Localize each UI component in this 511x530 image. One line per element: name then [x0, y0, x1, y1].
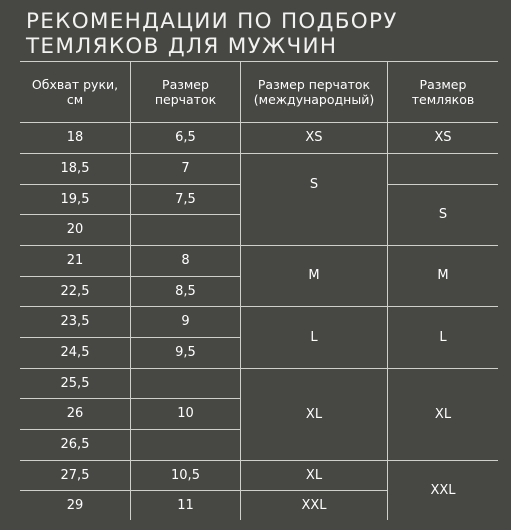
title-line-1: РЕКОМЕНДАЦИИ ПО ПОДБОРУ: [26, 9, 398, 34]
glove-size-cell: 7: [181, 161, 190, 176]
hand-girth-cell: 29: [66, 498, 84, 513]
hand-girth-cell: 23,5: [60, 314, 90, 329]
glove-intl-cell: XXL: [301, 498, 327, 513]
header-lanyard-size: Размер темляков: [411, 77, 475, 107]
header-hand-girth: Обхват руки, см: [31, 77, 119, 107]
glove-size-cell: 7,5: [175, 191, 196, 207]
hand-girth-cell: 22,5: [60, 283, 90, 299]
glove-size-cell: [131, 369, 240, 398]
title-line-2: ТЕМЛЯКОВ ДЛЯ МУЖЧИН: [26, 34, 338, 59]
glove-size-cell: [131, 215, 240, 245]
header-glove-size: Размер перчаток: [154, 77, 217, 107]
glove-intl-cell: S: [309, 176, 319, 192]
glove-size-cell: 8,5: [175, 283, 196, 299]
hand-girth-cell: 24,5: [60, 345, 90, 360]
hand-girth-cell: 21: [66, 253, 84, 268]
hand-girth-cell: 18: [66, 130, 84, 145]
hand-girth-cell: 19,5: [60, 191, 90, 207]
glove-size-cell: 10: [177, 406, 194, 421]
lanyard-size-cell: XS: [434, 130, 452, 145]
hand-girth-cell: 18,5: [60, 161, 90, 176]
glove-intl-cell: M: [308, 268, 320, 283]
lanyard-size-cell: M: [437, 268, 449, 283]
lanyard-size-cell: S: [438, 207, 448, 222]
lanyard-size-cell: XXL: [430, 483, 456, 498]
lanyard-size-cell: XL: [434, 406, 452, 422]
glove-size-cell: 6,5: [175, 130, 196, 145]
glove-intl-cell: XL: [305, 406, 323, 422]
glove-intl-cell: L: [310, 329, 318, 345]
glove-size-cell: 9: [181, 314, 190, 329]
glove-intl-cell: XL: [305, 467, 323, 483]
hand-girth-cell: 25,5: [60, 375, 90, 391]
header-glove-size-intl: Размер перчаток (международный): [253, 77, 375, 107]
hand-girth-cell: 26,5: [60, 437, 90, 452]
hand-girth-cell: 27,5: [60, 467, 90, 483]
glove-size-cell: 8: [181, 253, 190, 268]
glove-size-cell: 11: [177, 498, 194, 513]
hand-girth-cell: 26: [66, 406, 84, 421]
glove-size-cell: 9,5: [175, 345, 196, 360]
hand-girth-cell: 20: [66, 222, 84, 237]
glove-size-cell: [131, 430, 240, 460]
lanyard-size-cell: L: [439, 329, 447, 345]
glove-intl-cell: XS: [305, 130, 323, 145]
page-title: [26, 9, 506, 59]
glove-size-cell: 10,5: [171, 467, 200, 483]
